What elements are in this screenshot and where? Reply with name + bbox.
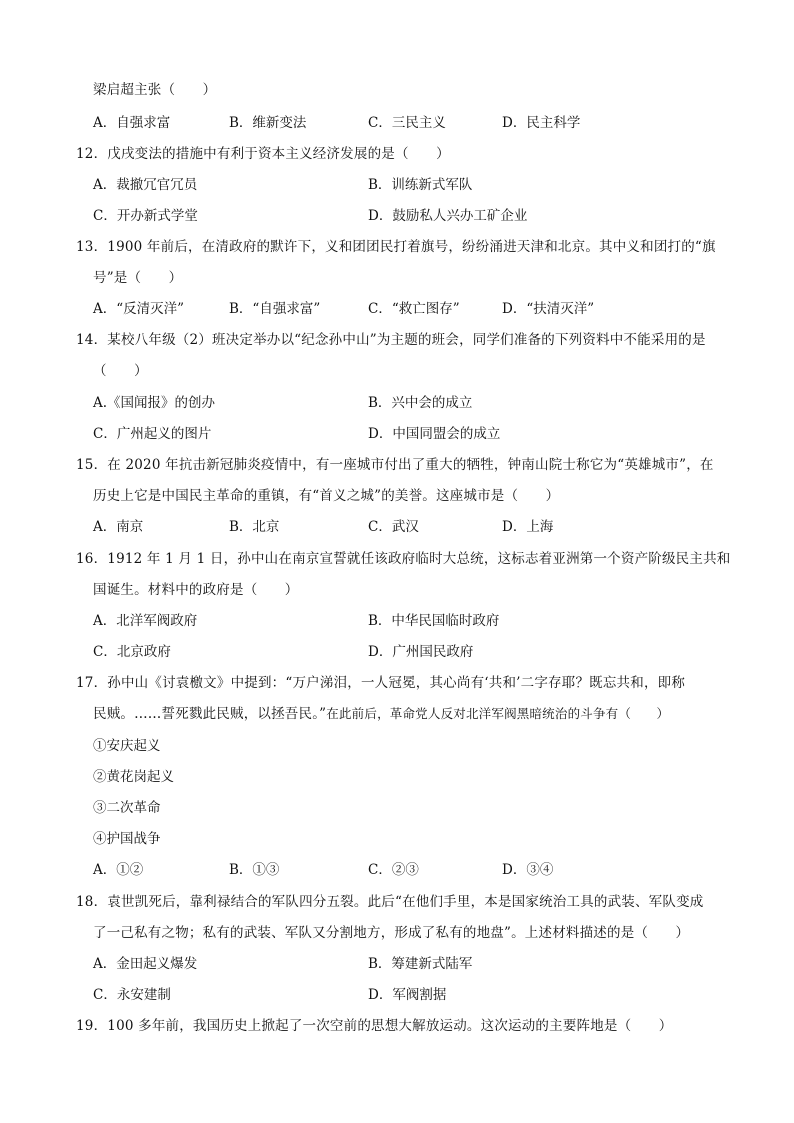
q17-question-text: 在此前后，革命党人反对北洋军阀黑暗统治的斗争有（ ） [326,706,670,721]
q13-option-d[interactable]: D．“扶清灭洋” [502,301,595,317]
q15-option-c[interactable]: C．武汉 [368,519,419,535]
q11-stem-continuation: 梁启超主张（ ） [93,82,217,98]
q16-stem: 16．1912 年 1 月 1 日，孙中山在南京宣誓就任该政府临时大总统，这标志着亚洲第一个资产阶级民主共和 [76,551,731,567]
q17-option-c[interactable]: C．②③ [368,862,419,878]
q18-option-b[interactable]: B．筹建新式陆军 [368,956,473,972]
q13-option-c[interactable]: C．“救亡图存” [368,301,460,317]
q15-stem-continuation: 历史上它是中国民主革命的重镇，有“首义之城”的美誉。这座城市是（ ） [93,488,560,504]
q11-option-d[interactable]: D．民主科学 [502,115,581,131]
q16-stem-continuation: 国诞生。材料中的政府是（ ） [93,582,299,598]
q14-stem: 14．某校八年级（2）班决定举办以“纪念孙中山”为主题的班会，同学们准备的下列资料中不能采用的是 [76,332,706,348]
q16-option-c[interactable]: C．北京政府 [93,644,171,660]
q18-option-a[interactable]: A．金田起义爆发 [93,956,198,972]
q14-option-d[interactable]: D．中国同盟会的成立 [368,426,501,442]
q12-option-c[interactable]: C．开办新式学堂 [93,208,198,224]
q15-option-d[interactable]: D．上海 [502,519,554,535]
q11-option-c[interactable]: C．三民主义 [368,115,446,131]
q12-option-b[interactable]: B．训练新式军队 [368,177,473,193]
q16-option-d[interactable]: D．广州国民政府 [368,644,474,660]
q15-stem: 15．在 2020 年抗击新冠肺炎疫情中，有一座城市付出了重大的牺牲，钟南山院士称它为“英雄城市”，在 [76,457,714,473]
q12-stem: 12．戊戌变法的措施中有利于资本主义经济发展的是（ ） [76,146,450,162]
q18-option-d[interactable]: D．军阀割据 [368,987,447,1003]
q14-stem-continuation: （ ） [93,363,148,379]
q15-option-b[interactable]: B．北京 [229,519,280,535]
q13-option-b[interactable]: B．“自强求富” [229,301,321,317]
q17-option-b[interactable]: B．①③ [229,862,280,878]
q16-option-a[interactable]: A．北洋军阀政府 [93,613,198,629]
q17-option-a[interactable]: A．①② [93,862,144,878]
q18-option-c[interactable]: C．永安建制 [93,987,171,1003]
q17-item-3: ③二次革命 [93,800,161,816]
q17-option-d[interactable]: D．③④ [502,862,554,878]
q13-stem: 13．1900 年前后，在清政府的默许下，义和团团民打着旗号，纷纷涌进天津和北京。其中义和团打的“旗 [76,239,716,255]
q14-option-b[interactable]: B．兴中会的成立 [368,395,473,411]
q17-item-2: ②黄花岗起义 [93,769,174,785]
q17-item-1: ①安庆起义 [93,738,161,754]
q12-option-d[interactable]: D．鼓励私人兴办工矿企业 [368,208,528,224]
q19-stem: 19．100 多年前，我国历史上掀起了一次空前的思想大解放运动。这次运动的主要阵地是（ ） [76,1018,673,1034]
q13-stem-continuation: 号”是（ ） [93,270,183,286]
q17-stem-continuation [93,704,669,724]
q15-option-a[interactable]: A．南京 [93,519,144,535]
q17-quote-end: 民贼。……誓死戮此民贼，以拯吾民。” [93,706,327,722]
q17-item-4: ④护国战争 [93,831,161,847]
q17-stem: 17．孙中山《讨袁檄文》中提到：“万户涕泪，一人冠冕，其心尚有‘共和’二字存耶？既忘共和，即称 [76,675,686,691]
q12-option-a[interactable]: A．裁撤冗官冗员 [93,177,198,193]
q14-option-c[interactable]: C．广州起义的图片 [93,426,212,442]
q18-stem: 18．袁世凯死后，靠利禄结合的军队四分五裂。此后“在他们手里，本是国家统治工具的武装、军队变成 [76,894,704,910]
q11-option-a[interactable]: A．自强求富 [93,115,171,131]
q11-option-b[interactable]: B．维新变法 [229,115,307,131]
q18-stem-continuation: 了一己私有之物；私有的武装、军队又分割地方，形成了私有的地盘”。上述材料描述的是（ ） [93,925,690,941]
q14-option-a[interactable]: A.《国闻报》的创办 [93,395,216,411]
q16-option-b[interactable]: B．中华民国临时政府 [368,613,500,629]
q13-option-a[interactable]: A．“反清灭洋” [93,301,185,317]
